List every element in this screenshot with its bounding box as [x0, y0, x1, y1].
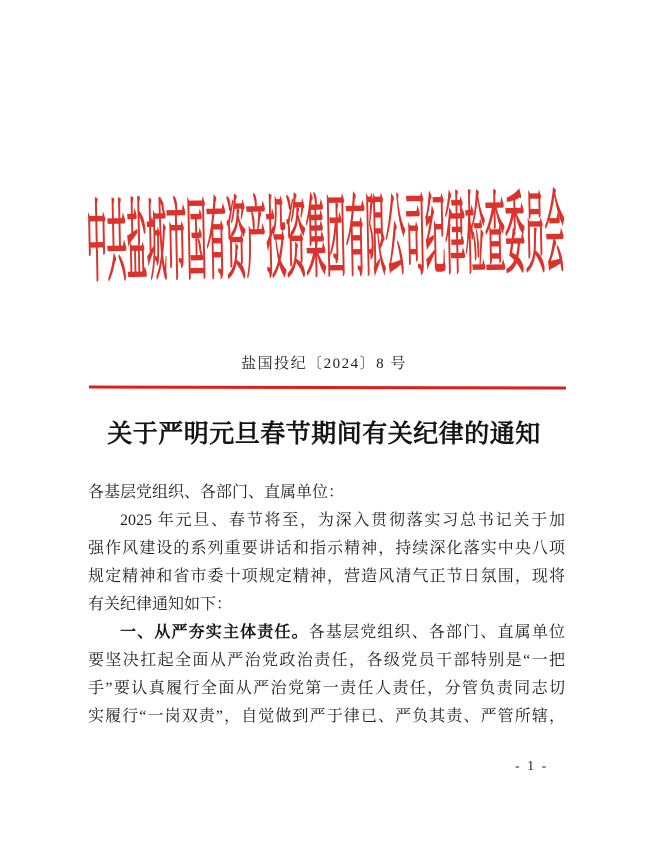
- letterhead: [85, 185, 566, 294]
- page-number: - 1 -: [515, 759, 549, 774]
- body-line: [88, 591, 565, 619]
- body-text: 实履行“一岗双责”，自觉做到严于律已、严负其责、严管所辖，: [88, 708, 565, 725]
- body-line: [88, 619, 565, 647]
- body-text: 有关纪律通知如下：: [88, 596, 233, 613]
- body-line-salutation: [88, 479, 565, 507]
- body-text: 要坚决扛起全面从严治党政治责任，各级党员干部特别是“一把: [88, 652, 565, 669]
- body-text: 强作风建设的系列重要讲话和指示精神，持续深化落实中央八项: [88, 540, 565, 557]
- red-divider-line: [89, 386, 566, 390]
- section-heading: 一、从严夯实主体责任。: [120, 624, 309, 641]
- body-line: [88, 647, 565, 675]
- document-title: 关于严明元旦春节期间有关纪律的通知: [107, 421, 541, 448]
- body-line: [88, 507, 565, 535]
- body-line: [88, 535, 565, 563]
- salutation-text: 各基层党组织、各部门、直属单位：: [88, 484, 345, 501]
- body-line: [88, 703, 565, 731]
- body-text: 各基层党组织、各部门、直属单位: [308, 624, 565, 641]
- letterhead-org-name: 中共盐城市国有资产投资集团有限公司纪律检查委员会: [85, 185, 566, 294]
- body-line: [88, 563, 565, 591]
- document-body: [88, 479, 565, 731]
- body-text: 2025 年元旦、春节将至，为深入贯彻落实习总书记关于加: [120, 512, 565, 529]
- body-text: 规定精神和省市委十项规定精神，营造风清气正节日氛围，现将: [88, 568, 565, 585]
- body-line: [88, 675, 565, 703]
- body-text: 手”要认真履行全面从严治党第一责任人责任，分管负责同志切: [88, 680, 565, 697]
- document-number: 盐国投纪〔2024〕8 号: [241, 356, 407, 372]
